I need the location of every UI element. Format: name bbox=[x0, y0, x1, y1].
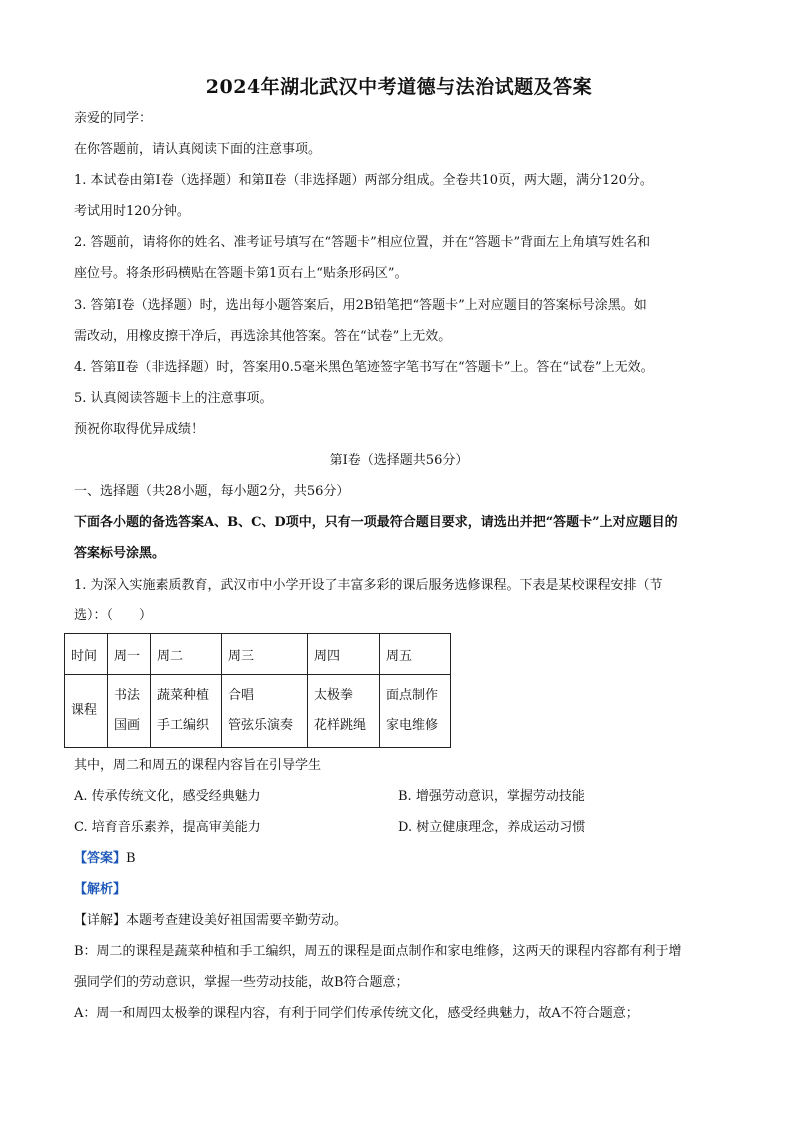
table-header-cell: 周二 bbox=[151, 634, 222, 675]
question-text: 其中，周二和周五的课程内容旨在引导学生 bbox=[74, 758, 322, 773]
table-cell bbox=[151, 675, 222, 748]
row-label: 课程 bbox=[65, 675, 108, 748]
explanation-line: 强同学们的劳动意识，掌握一些劳动技能，故B符合题意； bbox=[74, 975, 409, 990]
note-line: 座位号。将条形码横贴在答题卡第1页右上“贴条形码区”。 bbox=[74, 266, 408, 281]
note-line: 2. 答题前，请将你的姓名、准考证号填写在“答题卡”相应位置，并在“答题卡”背面左上角填写姓名和 bbox=[74, 235, 651, 250]
table-cell bbox=[308, 675, 380, 748]
course-name: 书法 bbox=[114, 688, 141, 703]
detail-text: 本题考查建设美好祖国需要辛勤劳动。 bbox=[126, 913, 348, 928]
explanation-line: B：周二的课程是蔬菜种植和手工编织，周五的课程是面点制作和家电维修，这两天的课程内容都有利于增 bbox=[74, 944, 682, 959]
course-name: 太极拳 bbox=[314, 688, 354, 703]
course-schedule-table bbox=[64, 633, 451, 748]
table-header-row bbox=[65, 634, 451, 675]
course-name: 蔬菜种植 bbox=[157, 688, 210, 703]
course-name: 家电维修 bbox=[386, 718, 439, 733]
option-a: A. 传承传统文化，感受经典魅力 bbox=[74, 789, 261, 804]
option-c: C. 培育音乐素养，提高审美能力 bbox=[74, 820, 261, 835]
table-header-cell: 周五 bbox=[380, 634, 451, 675]
table-header-cell: 周三 bbox=[222, 634, 308, 675]
intro-text: 在你答题前，请认真阅读下面的注意事项。 bbox=[74, 142, 322, 157]
course-name: 手工编织 bbox=[157, 718, 210, 733]
part-description: 答案标号涂黑。 bbox=[74, 546, 166, 561]
explanation-line: A：周一和周四太极拳的课程内容，有利于同学们传承传统文化，感受经典魅力，故A不符合题意； bbox=[74, 1006, 639, 1021]
table-header-cell: 周一 bbox=[108, 634, 151, 675]
note-line: 3. 答第Ⅰ卷（选择题）时，选出每小题答案后，用2B铅笔把“答题卡”上对应题目的答案标号涂黑。如 bbox=[74, 298, 647, 313]
table-cell bbox=[222, 675, 308, 748]
wish-text: 预祝你取得优异成绩！ bbox=[74, 422, 205, 437]
table-row bbox=[65, 675, 451, 748]
part-description: 下面各小题的备选答案A、B、C、D项中，只有一项最符合题目要求，请选出并把“答题卡”上对应题目的 bbox=[74, 515, 678, 530]
section-title: 第Ⅰ卷（选择题共56分） bbox=[329, 453, 469, 468]
course-name: 花样跳绳 bbox=[314, 718, 367, 733]
course-name: 合唱 bbox=[228, 688, 255, 703]
note-line: 需改动，用橡皮擦干净后，再选涂其他答案。答在“试卷”上无效。 bbox=[74, 329, 452, 344]
detail-line bbox=[74, 912, 724, 930]
part-title: 一、选择题（共28小题，每小题2分，共56分） bbox=[74, 484, 350, 499]
greeting: 亲爱的同学： bbox=[74, 111, 153, 126]
answer-tag: 【答案】 bbox=[74, 851, 127, 866]
analysis-tag: 【解析】 bbox=[74, 882, 127, 897]
course-name: 面点制作 bbox=[386, 688, 439, 703]
course-name: 管弦乐演奏 bbox=[228, 718, 294, 733]
table-cell bbox=[108, 675, 151, 748]
analysis-line bbox=[74, 881, 724, 899]
page-title: 2024年湖北武汉中考道德与法治试题及答案 bbox=[205, 76, 593, 98]
answer-line bbox=[74, 850, 724, 868]
note-line: 5. 认真阅读答题卡上的注意事项。 bbox=[74, 391, 273, 406]
note-line: 考试用时120分钟。 bbox=[74, 204, 190, 219]
option-b: B. 增强劳动意识，掌握劳动技能 bbox=[398, 789, 585, 804]
question-stem: 1. 为深入实施素质教育，武汉市中小学开设了丰富多彩的课后服务选修课程。下表是某校课程安排（节 bbox=[74, 578, 663, 593]
option-d: D. 树立健康理念，养成运动习惯 bbox=[398, 820, 586, 835]
table-header-cell: 周四 bbox=[308, 634, 380, 675]
note-line: 1. 本试卷由第Ⅰ卷（选择题）和第Ⅱ卷（非选择题）两部分组成。全卷共10页，两大题，满分120分。 bbox=[74, 173, 653, 188]
table-cell bbox=[380, 675, 451, 748]
question-stem: 选）：（ ） bbox=[74, 608, 153, 623]
table-header-cell: 时间 bbox=[65, 634, 108, 675]
note-line: 4. 答第Ⅱ卷（非选择题）时，答案用0.5毫米黑色笔迹签字笔书写在“答题卡”上。答在“试卷”上无效。 bbox=[74, 360, 654, 375]
answer-value: B bbox=[126, 851, 136, 866]
detail-tag: 【详解】 bbox=[74, 913, 127, 928]
course-name: 国画 bbox=[114, 718, 141, 733]
